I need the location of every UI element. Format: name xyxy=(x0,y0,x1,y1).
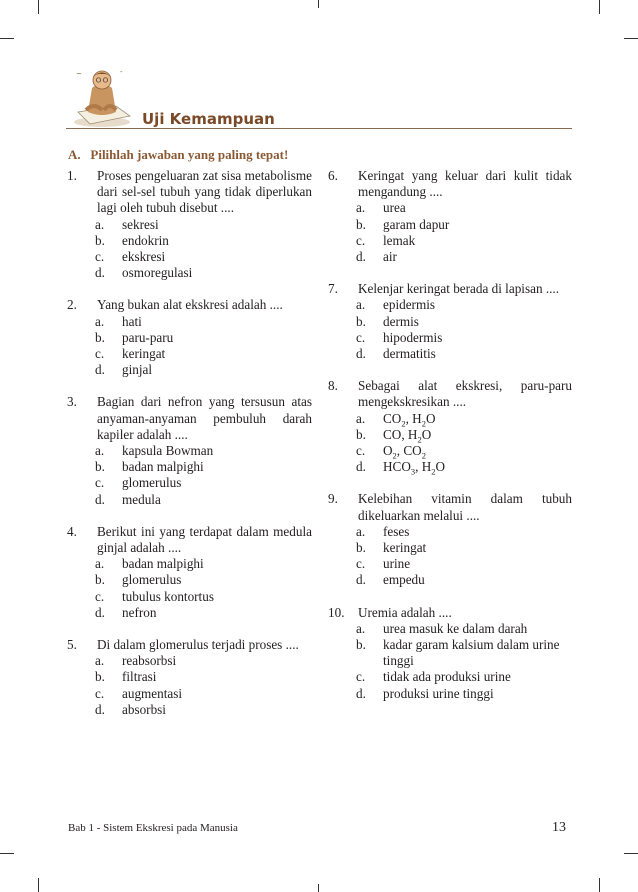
answer-option xyxy=(67,249,312,265)
answer-option xyxy=(328,686,572,702)
option-text xyxy=(383,411,572,427)
option-letter: c. xyxy=(95,685,105,701)
formula-part: CO, H xyxy=(383,426,418,442)
answer-option xyxy=(67,686,312,702)
option-letter: a. xyxy=(356,620,366,636)
option-text: osmoregulasi xyxy=(122,265,193,281)
formula-part: , H xyxy=(405,410,422,426)
option-text: keringat xyxy=(122,346,166,362)
answer-option xyxy=(328,572,572,588)
formula-part: CO xyxy=(383,410,402,426)
option-letter: c. xyxy=(356,669,366,685)
option-letter: a. xyxy=(95,216,105,232)
answer-option xyxy=(67,605,312,621)
formula-part: O xyxy=(383,443,393,459)
option-text: feses xyxy=(383,523,410,539)
question-text: Kelebihan vitamin dalam tubuh dikeluarkan melalui .... xyxy=(358,491,572,523)
question-text: Uremia adalah .... xyxy=(358,604,452,620)
option-text: urea masuk ke dalam darah xyxy=(383,620,528,636)
question-text: Sebagai alat ekskresi, paru-paru mengekskresikan .... xyxy=(358,378,572,410)
option-letter: d. xyxy=(95,362,105,378)
question-number: 7. xyxy=(328,281,338,297)
crop-mark xyxy=(38,0,39,14)
crop-mark xyxy=(599,878,600,892)
question-column-left xyxy=(67,168,312,734)
option-text: tubulus kontortus xyxy=(122,588,214,604)
subscript: 3 xyxy=(410,466,416,477)
question-text: Di dalam glomerulus terjadi proses .... xyxy=(97,637,299,653)
option-letter: a. xyxy=(356,297,366,313)
answer-option xyxy=(328,524,572,540)
svg-text:~: ~ xyxy=(76,70,82,78)
answer-option xyxy=(328,217,572,233)
option-text: urea xyxy=(383,200,406,216)
option-letter: d. xyxy=(95,701,105,717)
question-item xyxy=(328,378,572,475)
answer-option xyxy=(328,427,572,443)
question-column-right xyxy=(328,168,572,718)
crop-mark xyxy=(624,853,638,854)
page-title: Uji Kemampuan xyxy=(142,110,275,128)
option-letter: b. xyxy=(356,540,366,556)
question-stem xyxy=(328,281,572,297)
question-number: 9. xyxy=(328,491,338,507)
formula-part: O xyxy=(435,459,445,475)
option-text: glomerulus xyxy=(122,475,182,491)
option-letter: d. xyxy=(95,265,105,281)
option-text: kadar garam kalsium dalam urine tinggi xyxy=(383,637,560,669)
question-text: Proses pengeluaran zat sisa metabolisme dari sel-sel tubuh yang tidak diperlukan lagi oleh tubuh disebut .... xyxy=(97,168,312,216)
option-letter: a. xyxy=(95,556,105,572)
option-text: hati xyxy=(122,313,142,329)
option-text: paru-paru xyxy=(122,329,174,345)
crop-mark xyxy=(318,0,319,8)
option-letter: c. xyxy=(95,475,105,491)
subscript: 2 xyxy=(401,418,406,429)
question-number: 10. xyxy=(328,604,345,620)
crop-mark xyxy=(0,38,14,39)
option-letter: b. xyxy=(95,459,105,475)
option-letter: a. xyxy=(356,200,366,216)
option-letter: a. xyxy=(356,410,366,426)
option-text: ekskresi xyxy=(122,249,166,265)
option-letter: b. xyxy=(95,232,105,248)
answer-option xyxy=(328,297,572,313)
question-stem xyxy=(328,378,572,410)
answer-option xyxy=(67,265,312,281)
option-text: hipodermis xyxy=(383,329,443,345)
question-number: 1. xyxy=(67,168,77,183)
question-number: 8. xyxy=(328,378,338,394)
svg-text:-: - xyxy=(120,68,123,76)
answer-option xyxy=(328,556,572,572)
option-text: nefron xyxy=(122,604,157,620)
question-stem xyxy=(67,637,312,653)
answer-option xyxy=(328,443,572,459)
crop-mark xyxy=(0,853,14,854)
option-text: glomerulus xyxy=(122,572,182,588)
option-letter: c. xyxy=(95,588,105,604)
answer-option xyxy=(67,653,312,669)
question-item xyxy=(67,524,312,621)
option-letter: d. xyxy=(356,572,366,588)
answer-option xyxy=(67,589,312,605)
subscript: 2 xyxy=(431,466,436,477)
question-number: 2. xyxy=(67,297,77,313)
formula-part: , H xyxy=(415,459,432,475)
answer-option xyxy=(328,540,572,556)
option-letter: c. xyxy=(356,556,366,572)
answer-option xyxy=(328,249,572,265)
option-letter: c. xyxy=(95,346,105,362)
question-stem xyxy=(67,394,312,443)
answer-option xyxy=(67,443,312,459)
option-text: tidak ada produksi urine xyxy=(383,669,511,685)
option-letter: b. xyxy=(356,426,366,442)
option-text: sekresi xyxy=(122,216,159,232)
option-letter: c. xyxy=(356,329,366,345)
option-letter: d. xyxy=(356,249,366,265)
question-item xyxy=(328,168,572,265)
option-letter: b. xyxy=(356,216,366,232)
option-letter: c. xyxy=(356,443,366,459)
crop-mark xyxy=(599,0,600,14)
option-letter: b. xyxy=(95,572,105,588)
question-item xyxy=(328,605,572,702)
crop-mark xyxy=(38,878,39,892)
crop-mark xyxy=(318,884,319,892)
option-text: augmentasi xyxy=(122,685,183,701)
subscript: 2 xyxy=(421,418,426,429)
crop-mark xyxy=(624,38,638,39)
footer-chapter: Bab 1 - Sistem Ekskresi pada Manusia xyxy=(68,822,238,834)
answer-option xyxy=(328,621,572,637)
answer-option xyxy=(328,330,572,346)
option-text: medula xyxy=(122,491,161,507)
formula-part: O xyxy=(421,426,432,442)
question-text: Kelenjar keringat berada di lapisan .... xyxy=(358,281,560,297)
option-text xyxy=(383,427,572,443)
answer-option xyxy=(328,637,572,669)
answer-option xyxy=(67,572,312,588)
formula-part: , CO xyxy=(396,443,422,459)
option-text: endokrin xyxy=(122,232,169,248)
question-stem xyxy=(67,524,312,556)
question-text: Yang bukan alat ekskresi adalah .... xyxy=(97,297,283,313)
option-text: air xyxy=(383,249,397,265)
option-text: urine xyxy=(383,556,411,572)
header-divider xyxy=(66,128,572,129)
option-letter: a. xyxy=(356,523,366,539)
question-text: Berikut ini yang terdapat dalam medula ginjal adalah .... xyxy=(97,523,312,556)
option-text xyxy=(383,443,572,459)
answer-option xyxy=(67,233,312,249)
answer-option xyxy=(328,314,572,330)
section-label: A. xyxy=(68,147,81,162)
subscript: 2 xyxy=(421,450,426,461)
answer-option xyxy=(328,233,572,249)
option-text: epidermis xyxy=(383,297,436,313)
question-item xyxy=(67,637,312,718)
answer-option xyxy=(328,669,572,685)
option-letter: d. xyxy=(356,685,366,701)
answer-option xyxy=(67,459,312,475)
student-illustration-icon xyxy=(72,66,136,128)
option-letter: a. xyxy=(95,313,105,329)
option-letter: d. xyxy=(95,604,105,620)
question-number: 3. xyxy=(67,394,77,410)
question-stem xyxy=(67,168,312,217)
option-letter: d. xyxy=(95,491,105,507)
formula-part: O xyxy=(425,410,436,426)
question-stem xyxy=(328,491,572,523)
answer-option xyxy=(67,330,312,346)
answer-option xyxy=(67,314,312,330)
option-letter: b. xyxy=(95,669,105,685)
option-letter: b. xyxy=(95,329,105,345)
answer-option xyxy=(67,702,312,718)
option-text xyxy=(383,459,572,475)
option-text: badan malpighi xyxy=(122,556,204,572)
option-letter: c. xyxy=(356,232,366,248)
option-text: garam dapur xyxy=(383,216,450,232)
question-number: 6. xyxy=(328,168,338,183)
page-number: 13 xyxy=(552,820,566,835)
answer-option xyxy=(328,200,572,216)
section-heading xyxy=(68,147,288,163)
option-text: produksi urine tinggi xyxy=(383,685,494,701)
question-item xyxy=(328,491,572,588)
option-text: dermatitis xyxy=(383,346,436,362)
option-text: lemak xyxy=(383,232,416,248)
subscript: 2 xyxy=(417,434,422,445)
question-item xyxy=(328,281,572,362)
question-stem xyxy=(67,297,312,313)
section-instruction: Pilihlah jawaban yang paling tepat! xyxy=(90,147,289,162)
option-text: empedu xyxy=(383,572,425,588)
header xyxy=(66,66,572,136)
option-text: reabsorbsi xyxy=(122,653,177,669)
option-text: ginjal xyxy=(122,362,153,378)
answer-option xyxy=(328,346,572,362)
question-item xyxy=(67,394,312,507)
option-text: absorbsi xyxy=(122,701,166,717)
question-stem xyxy=(328,605,572,621)
option-text: kapsula Bowman xyxy=(122,443,214,459)
option-text: keringat xyxy=(383,540,427,556)
answer-option xyxy=(67,217,312,233)
question-text: Bagian dari nefron yang tersusun atas anyaman-anyaman pembuluh darah kapiler adalah .... xyxy=(97,394,312,442)
option-letter: d. xyxy=(356,346,366,362)
answer-option xyxy=(328,411,572,427)
question-number: 4. xyxy=(67,523,77,539)
question-item xyxy=(67,168,312,281)
answer-option xyxy=(328,459,572,475)
option-text: dermis xyxy=(383,313,419,329)
option-letter: d. xyxy=(356,459,366,475)
question-stem xyxy=(328,168,572,200)
option-text: filtrasi xyxy=(122,669,157,685)
answer-option xyxy=(67,475,312,491)
option-letter: c. xyxy=(95,249,105,265)
answer-option xyxy=(67,556,312,572)
formula-part: HCO xyxy=(383,459,411,475)
answer-option xyxy=(67,346,312,362)
option-letter: a. xyxy=(95,653,105,669)
option-letter: b. xyxy=(356,637,366,653)
answer-option xyxy=(67,362,312,378)
question-item xyxy=(67,297,312,378)
option-letter: b. xyxy=(356,313,366,329)
subscript: 2 xyxy=(392,450,397,461)
option-text: badan malpighi xyxy=(122,459,204,475)
option-letter: a. xyxy=(95,443,105,459)
answer-option xyxy=(67,669,312,685)
answer-option xyxy=(67,492,312,508)
question-number: 5. xyxy=(67,637,77,653)
question-text: Keringat yang keluar dari kulit tidak mengandung .... xyxy=(358,168,572,200)
